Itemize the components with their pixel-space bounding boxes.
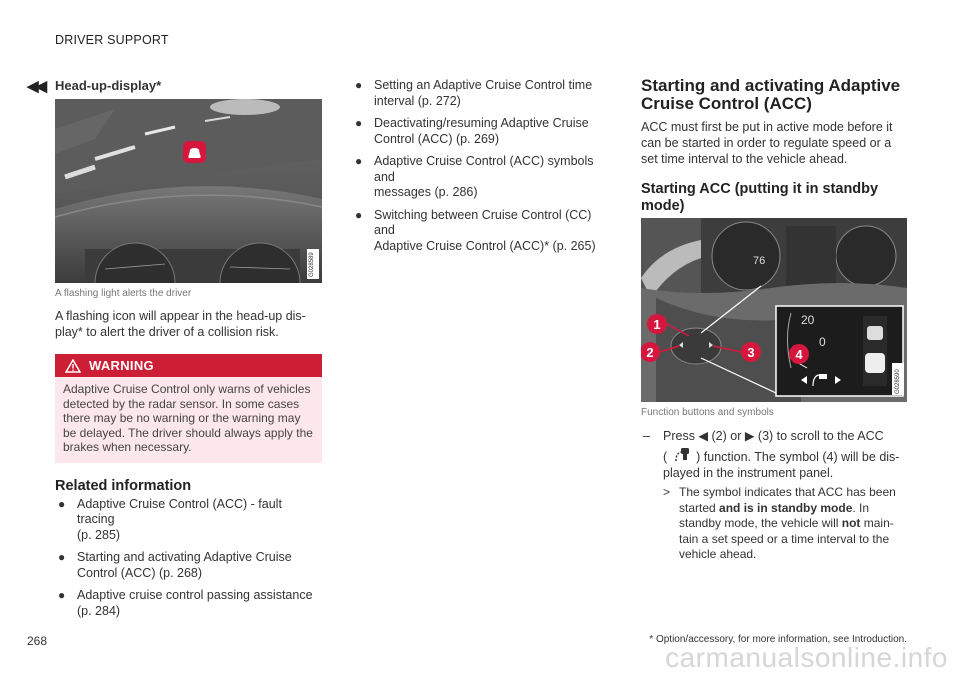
related-info-list-continued	[352, 78, 607, 254]
bullet-icon: ●	[58, 588, 66, 602]
step-item	[641, 428, 907, 481]
figure-set-speed: 20	[801, 313, 815, 327]
list-item-text: messages (p. 286)	[374, 185, 478, 199]
step-result	[641, 485, 907, 563]
result-line: tain a set speed or a time interval to the	[679, 531, 890, 546]
list-item-text: (p. 285)	[77, 527, 121, 542]
result-emphasis: and is in standby mode	[719, 500, 853, 515]
bullet-icon: ●	[355, 116, 363, 130]
paragraph-line: set time interval to the vehicle ahead.	[641, 152, 848, 166]
footnote: * Option/accessory, for more information, see Introduction.	[649, 634, 907, 645]
callout-label: 3	[747, 345, 755, 360]
back-chevron-icon[interactable]: ◀◀	[27, 78, 45, 95]
result-line: vehicle ahead.	[679, 547, 757, 561]
bullet-icon: ●	[58, 496, 66, 511]
page-number: 268	[27, 634, 48, 648]
figure-caption: A flashing light alerts the driver	[55, 288, 192, 299]
column-right	[641, 78, 907, 563]
warning-text: Adaptive Cruise Control only warns of vehicles detected by the radar sensor. In some cases there may be no warning or the warning may be delayed. The driver should always apply the brakes when necessary.	[63, 382, 313, 454]
result-text: started	[679, 500, 720, 515]
figure-zero-speed: 0	[819, 335, 826, 349]
intro-paragraph	[641, 119, 907, 167]
step-line	[663, 447, 907, 465]
list-item-text: Starting and activating Adaptive Cruise	[77, 550, 292, 564]
hud-illustration	[55, 99, 322, 283]
warning-box	[55, 354, 322, 463]
list-item-text: (p. 284)	[77, 603, 121, 618]
list-item-text: Control (ACC) (p. 269)	[374, 131, 500, 146]
figure-code: G028590	[895, 369, 901, 394]
subsection-heading-line: Starting ACC (putting it in standby	[641, 181, 879, 197]
callout-4	[789, 344, 809, 364]
paragraph-hud	[55, 308, 322, 340]
result-line: The symbol indicates that ACC has been	[679, 485, 896, 499]
callout-label: 1	[653, 317, 661, 332]
list-item-text: Setting an Adaptive Cruise Control time	[374, 78, 593, 92]
bullet-icon: ●	[355, 207, 363, 222]
figure-head-up-display	[55, 99, 322, 283]
section-header: DRIVER SUPPORT	[55, 33, 169, 47]
bullet-icon: ●	[355, 78, 363, 92]
result-text: standby mode, the vehicle will	[679, 516, 842, 530]
list-item-text: Adaptive Cruise Control (ACC) - fault tracing	[77, 496, 282, 526]
section-title	[641, 77, 907, 113]
watermark: carmanualsonline.info	[665, 642, 948, 673]
list-item-text: interval (p. 272)	[374, 93, 461, 108]
list-item[interactable]	[55, 497, 322, 544]
column-middle	[352, 78, 607, 261]
list-item[interactable]	[352, 78, 607, 109]
figure-speed-readout: 76	[753, 255, 766, 267]
subsection-heading-line: mode)	[641, 198, 685, 214]
bullet-icon: ●	[58, 550, 66, 564]
bullet-icon: ●	[355, 154, 363, 168]
list-item[interactable]	[352, 154, 607, 201]
subsection-heading	[641, 181, 907, 215]
paragraph-line: A flashing icon will appear in the head-up dis-	[55, 309, 306, 323]
acc-symbol-icon	[672, 447, 692, 463]
list-item[interactable]	[352, 116, 607, 147]
list-item[interactable]	[55, 550, 322, 581]
paragraph-line: play* to alert the driver of a collision risk.	[55, 325, 279, 339]
related-info-heading: Related information	[55, 477, 192, 494]
warning-triangle-icon	[65, 359, 81, 373]
callout-label: 4	[795, 347, 803, 362]
paragraph-line: can be started in order to regulate speed or a	[641, 136, 892, 150]
callout-1	[647, 314, 667, 334]
list-item[interactable]	[55, 588, 322, 619]
list-item-text: Deactivating/resuming Adaptive Cruise	[374, 116, 589, 130]
section-title-line: Cruise Control (ACC)	[641, 94, 812, 113]
result-emphasis: not	[841, 516, 861, 530]
figure-caption: Function buttons and symbols	[641, 407, 774, 418]
result-text: main-	[860, 516, 894, 530]
callout-3	[741, 342, 761, 362]
step-line: played in the instrument panel.	[663, 466, 834, 480]
step-text: (	[663, 450, 668, 464]
list-item-text: Adaptive cruise control passing assistance	[77, 588, 313, 602]
subheading-head-up-display: Head-up-display*	[55, 78, 162, 93]
dash-icon: –	[643, 429, 650, 443]
list-item-text: Adaptive Cruise Control (ACC)* (p. 265)	[374, 238, 596, 253]
list-item[interactable]	[352, 208, 607, 255]
callout-label: 2	[646, 345, 654, 360]
list-item-text: Control (ACC) (p. 268)	[77, 565, 203, 580]
result-text: . In	[852, 500, 870, 515]
step-text: ) function. The symbol (4) will be dis-	[696, 450, 900, 464]
result-line	[679, 516, 907, 532]
steering-wheel-illustration	[641, 218, 907, 402]
result-arrow-icon: >	[663, 485, 671, 499]
list-item-text: Adaptive Cruise Control (ACC) symbols and	[374, 154, 594, 184]
related-info-list	[55, 497, 322, 620]
figure-steering-wheel	[641, 218, 907, 402]
section-title-line: Starting and activating Adaptive	[641, 76, 901, 95]
step-line: Press ◀ (2) or ▶ (3) to scroll to the ACC	[663, 429, 884, 443]
warning-header	[55, 354, 322, 377]
figure-code: G028589	[309, 252, 315, 277]
list-item-text: Switching between Cruise Control (CC) and	[374, 207, 592, 237]
result-line	[679, 501, 907, 517]
paragraph-line: ACC must first be put in active mode before it	[641, 120, 893, 134]
warning-title: WARNING	[89, 358, 154, 373]
column-left	[55, 78, 322, 626]
